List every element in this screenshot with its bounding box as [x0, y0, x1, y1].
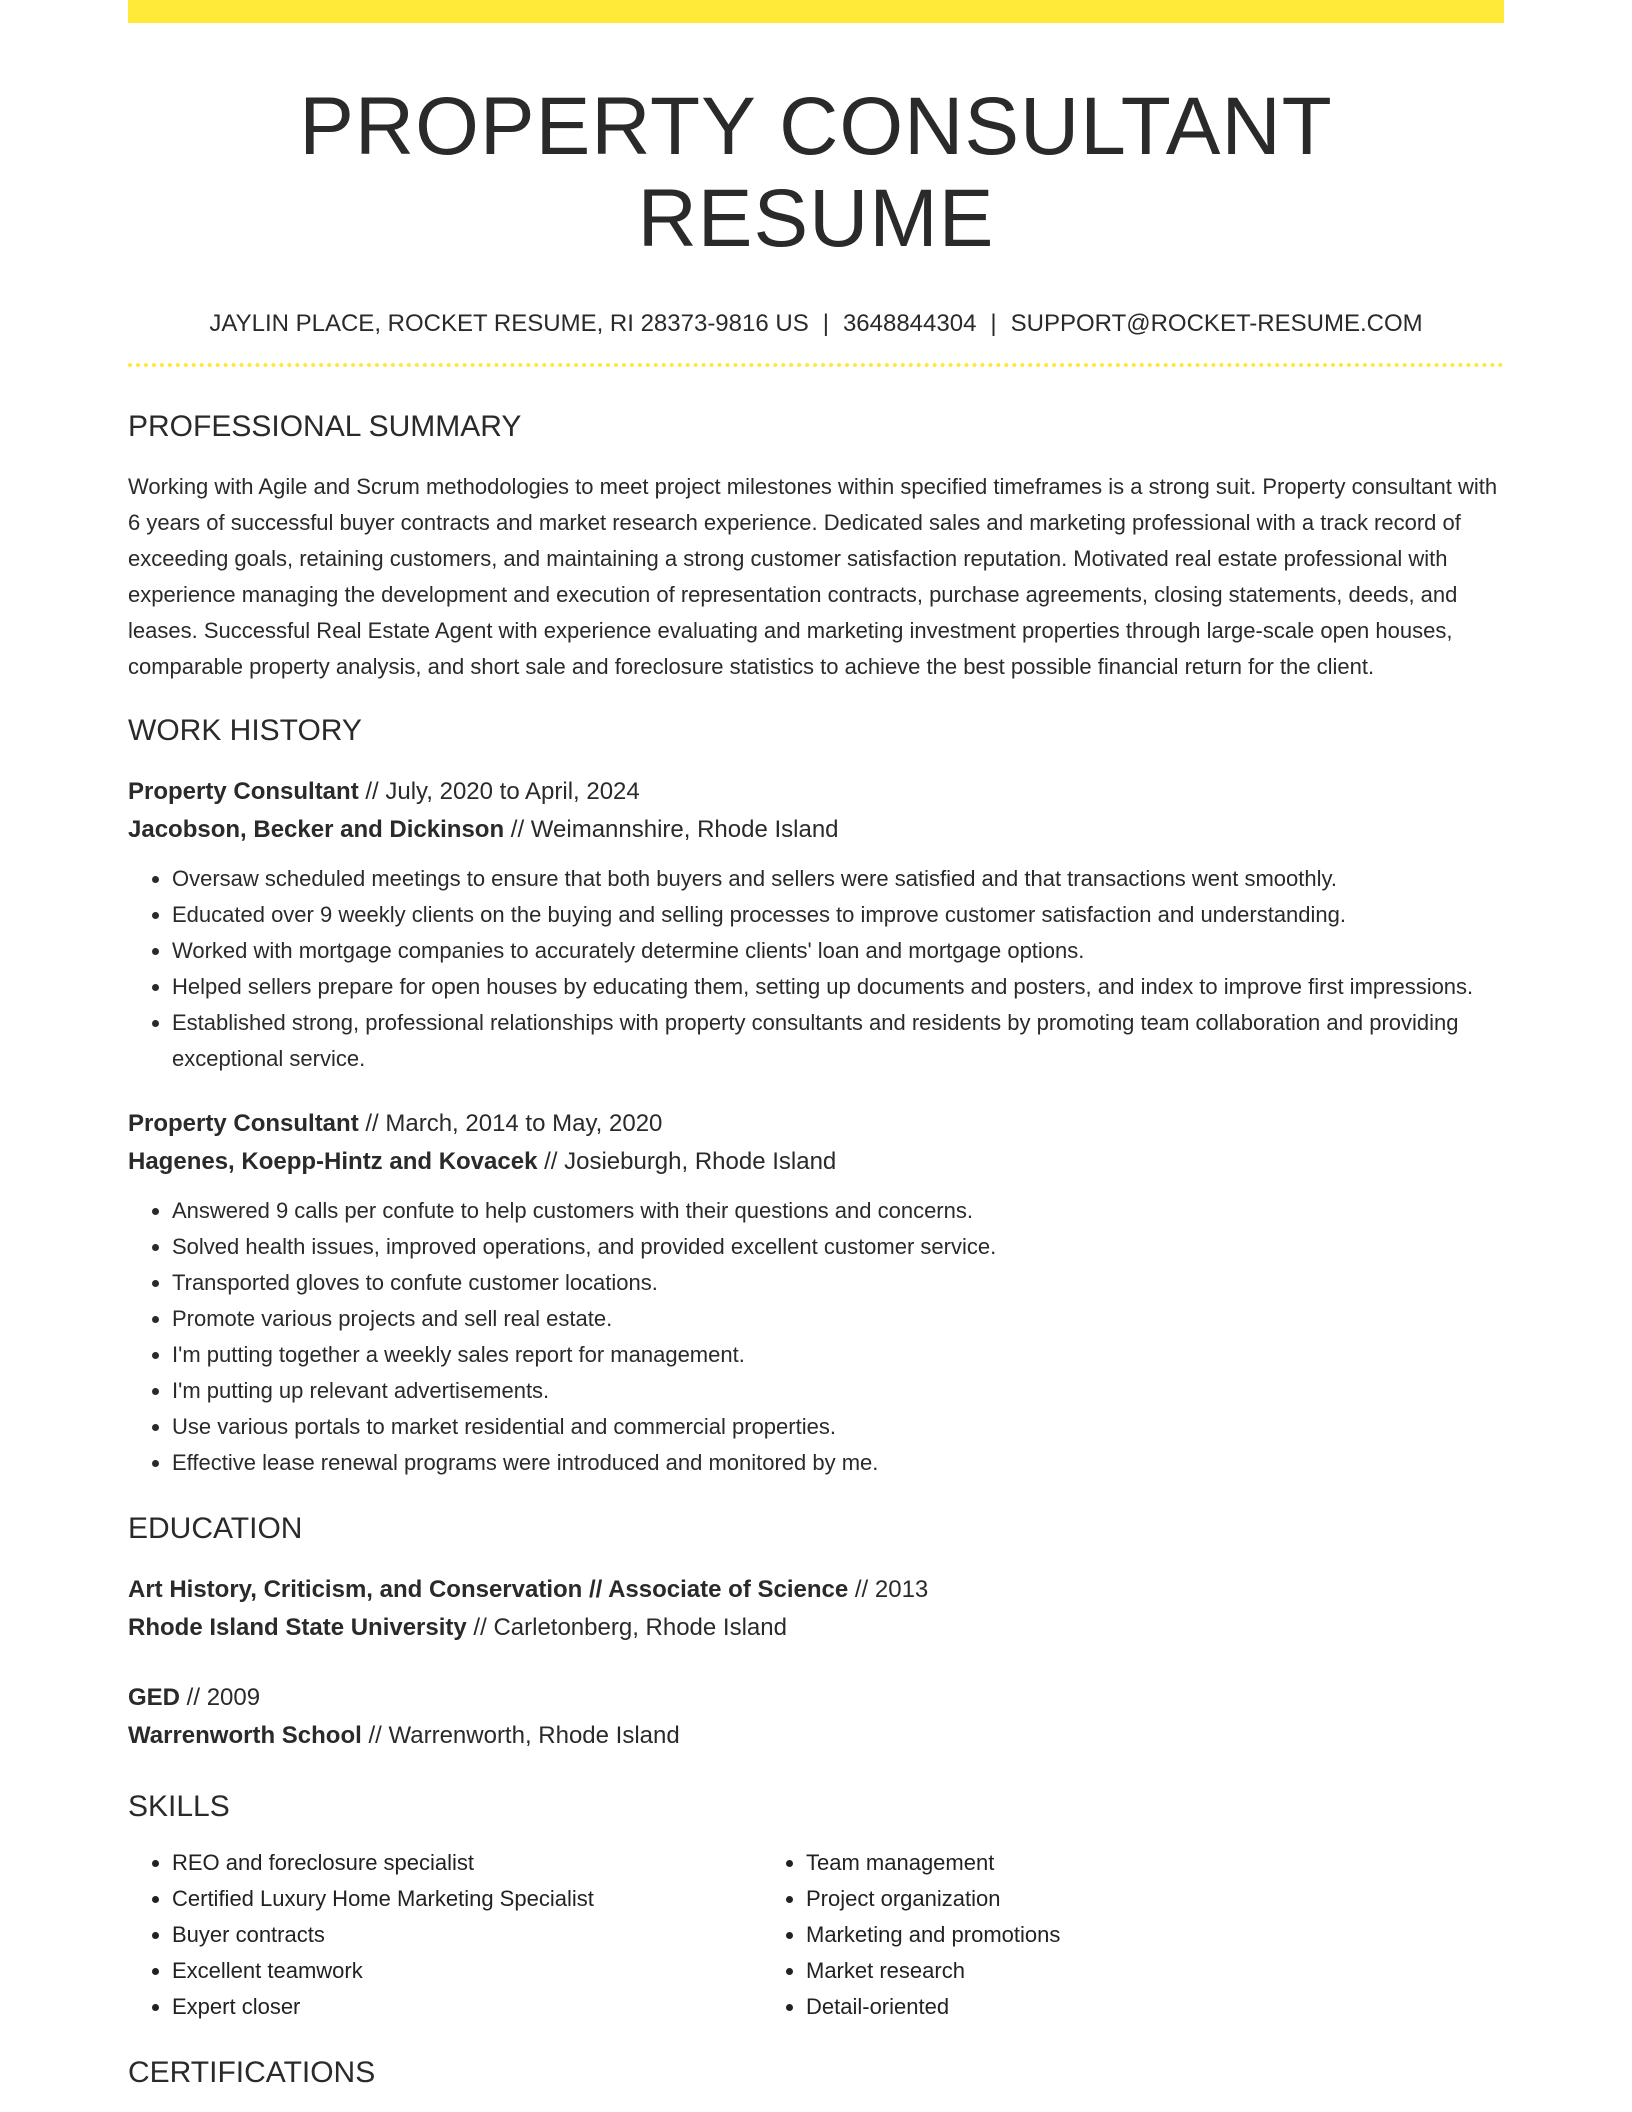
list-item: • Transported gloves to confute customer locations.	[172, 1265, 1504, 1301]
list-item: • Established strong, professional relationships with property consultants and residents by promoting team collaboration and providing exceptional service.	[172, 1005, 1504, 1077]
work-history-heading: WORK HISTORY	[128, 714, 362, 747]
list-item: • Project organization	[806, 1881, 1396, 1917]
list-item: • Answered 9 calls per confute to help customers with their questions and concerns.	[172, 1193, 1504, 1229]
skills-columns	[128, 1845, 1504, 2025]
accent-top-bar	[128, 0, 1504, 23]
list-item: • Buyer contracts	[172, 1917, 762, 1953]
education-entry	[128, 1679, 1504, 1755]
list-item: • I'm putting up relevant advertisements.	[172, 1373, 1504, 1409]
school-location: // Warrenworth, Rhode Island	[361, 1722, 680, 1749]
summary-heading: PROFESSIONAL SUMMARY	[128, 410, 522, 443]
degree-line	[128, 1571, 1504, 1609]
job-title: Property Consultant	[128, 778, 359, 805]
resume-page	[128, 0, 1504, 2091]
job-location: // Weimannshire, Rhode Island	[504, 816, 839, 843]
job-entry	[128, 1105, 1504, 1481]
school-line	[128, 1609, 1504, 1647]
list-item: • Use various portals to market residential and commercial properties.	[172, 1409, 1504, 1445]
list-item: • Team management	[806, 1845, 1396, 1881]
job-dates: // July, 2020 to April, 2024	[358, 778, 640, 805]
job-title: Property Consultant	[128, 1110, 359, 1137]
job-company: Hagenes, Koepp-Hintz and Kovacek	[128, 1148, 538, 1175]
list-item: • Expert closer	[172, 1989, 762, 2025]
resume-title: PROPERTY CONSULTANT RESUME	[299, 81, 1333, 264]
degree-year: // 2009	[180, 1684, 261, 1711]
skills-list-left	[128, 1845, 762, 2025]
list-item: • Market research	[806, 1953, 1396, 1989]
degree: GED	[128, 1684, 181, 1711]
school-line	[128, 1717, 1504, 1755]
contact-separator: |	[822, 310, 829, 337]
job-title-line	[128, 1105, 1504, 1143]
list-item: • Effective lease renewal programs were introduced and monitored by me.	[172, 1445, 1504, 1481]
certifications-heading: CERTIFICATIONS	[128, 2056, 376, 2089]
list-item: • Detail-oriented	[806, 1989, 1396, 2025]
dotted-divider	[128, 363, 1504, 367]
job-company-line	[128, 1143, 1504, 1181]
degree-year: // 2013	[848, 1576, 929, 1603]
job-title-line	[128, 773, 1504, 811]
contact-address: JAYLIN PLACE, ROCKET RESUME, RI 28373-9816 US	[209, 310, 809, 337]
skills-heading: SKILLS	[128, 1790, 230, 1823]
list-item: • I'm putting together a weekly sales report for management.	[172, 1337, 1504, 1373]
list-item: • Solved health issues, improved operations, and provided excellent customer service.	[172, 1229, 1504, 1265]
job-location: // Josieburgh, Rhode Island	[537, 1148, 837, 1175]
list-item: • Helped sellers prepare for open houses by educating them, setting up documents and posters, and index to improve first impressions.	[172, 969, 1504, 1005]
school-location: // Carletonberg, Rhode Island	[466, 1614, 787, 1641]
school: Rhode Island State University	[128, 1614, 467, 1641]
list-item: • Promote various projects and sell real estate.	[172, 1301, 1504, 1337]
list-item: • Excellent teamwork	[172, 1953, 762, 1989]
job-company-line	[128, 811, 1504, 849]
contact-separator: |	[990, 310, 997, 337]
job-entry	[128, 773, 1504, 1077]
education-entry	[128, 1571, 1504, 1647]
list-item: • Oversaw scheduled meetings to ensure that both buyers and sellers were satisfied and that transactions went smoothly.	[172, 861, 1504, 897]
skills-list-right	[762, 1845, 1396, 2025]
list-item: • REO and foreclosure specialist	[172, 1845, 762, 1881]
degree-line	[128, 1679, 1504, 1717]
list-item: • Certified Luxury Home Marketing Specialist	[172, 1881, 762, 1917]
list-item: • Educated over 9 weekly clients on the buying and selling processes to improve customer satisfaction and understanding.	[172, 897, 1504, 933]
contact-phone: 3648844304	[842, 310, 977, 337]
contact-email: SUPPORT@ROCKET-RESUME.COM	[1010, 310, 1423, 337]
school: Warrenworth School	[128, 1722, 362, 1749]
job-dates: // March, 2014 to May, 2020	[358, 1110, 663, 1137]
list-item: • Worked with mortgage companies to accurately determine clients' loan and mortgage options.	[172, 933, 1504, 969]
degree: Art History, Criticism, and Conservation // Associate of Science	[128, 1576, 849, 1603]
job-bullets	[128, 861, 1504, 1077]
job-bullets	[128, 1193, 1504, 1481]
job-company: Jacobson, Becker and Dickinson	[128, 816, 505, 843]
summary-text: Working with Agile and Scrum methodologies to meet project milestones within specified timeframes is a strong suit. Property consultant with 6 years of successful buyer contracts and market research experience. Dedicated sales and marketing professional with a track record of exceeding goals, retaining customers, and maintaining a strong customer satisfaction reputation. Motivated real estate professional with experience managing the development and execution of representation contracts, purchase agreements, closing statements, deeds, and leases. Successful Real Estate Agent with experience evaluating and marketing investment properties through large-scale open houses, comparable property analysis, and short sale and foreclosure statistics to achieve the best possible financial return for the client.	[128, 474, 1498, 679]
contact-line	[128, 309, 1504, 339]
list-item: • Marketing and promotions	[806, 1917, 1396, 1953]
education-heading: EDUCATION	[128, 1512, 303, 1545]
